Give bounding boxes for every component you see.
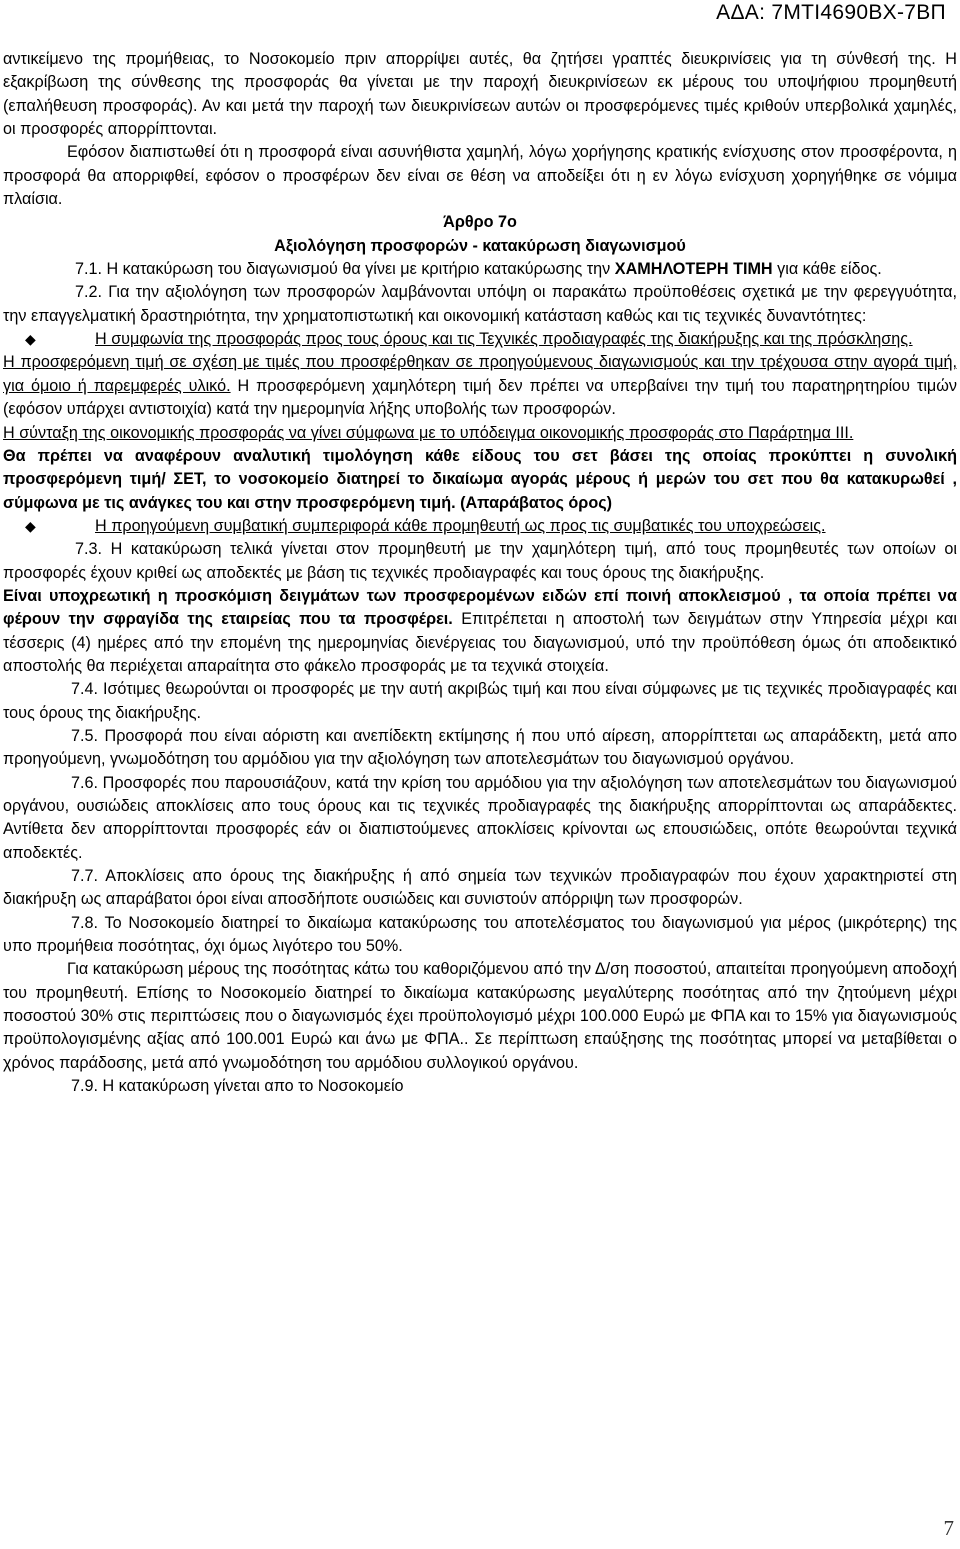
samples-mandatory-emphasis: Είναι υποχρεωτική η προσκόμιση δειγμάτων των προσφερομένων ειδών επί ποινή αποκλεισμού , τα οποία πρέπει να φέρουν την σφραγίδα της εταιρείας που τα προσφέρει.: [3, 586, 957, 629]
bullet-item-terms: [3, 328, 957, 351]
price-comparison-tail: Η προσφερόμενη χαμηλότερη τιμή δεν πρέπει να υπερβαίνει την τιμή του παρατηρητηρίου τιμών (εφόσον υπάρχει αντιστοιχία) κατά την ημερομηνία λήξης υποβολής των προσφορών.: [3, 376, 957, 419]
paragraph-7-8-continued: Για κατακύρωση μέρους της ποσότητας κάτω του καθοριζόμενου από την Δ/ση ποσοστού, απαιτείται προηγούμενη αποδοχή του προμηθευτή. Επίσης το Νοσοκομείο διατηρεί το δικαίωμα κατακύρωσης μεγαλύτερης ποσότητας από την ζητούμενη μέχρι ποσοστού 30% στις περιπτώσεις που ο διαγωνισμός έχει προϋπολογισμό μέχρι 100.000 Ευρώ με ΦΠΑ και το 15% για διαγωνισμούς προϋπολογισμένης αξίας από 100.001 Ευρώ και άνω με ΦΠΑ.. Σε περίπτωση επαύξησης της ποσότητας μπορεί να μεταβίθεται ο χρόνος παράδοσης, μετά από γνωμοδότηση του αρμόδιου συλλογικού οργάνου.: [3, 960, 957, 1072]
diamond-bullet-icon: ◆: [25, 517, 36, 534]
paragraph-7-9: 7.9. Η κατακύρωση γίνεται απο το Νοσοκομείο: [71, 1077, 404, 1096]
article-title: Αξιολόγηση προσφορών - κατακύρωση διαγωνισμού: [274, 236, 686, 255]
paragraph-itemized-pricing: Θα πρέπει να αναφέρουν αναλυτική τιμολόγηση κάθε είδους του σετ βάσει της οποίας προκύπτει η συνολική προσφερόμενη τιμή/ ΣΕΤ, το νοσοκομείο διατηρεί το δικαίωμα αγοράς μέρους ή μερών του σετ που θα κατακυρωθεί , σύμφωνα με τις ανάγκες του και στην προσφερόμενη τιμή. (Απαράβατος όρος): [3, 446, 957, 512]
paragraph-financial-offer-template: Η σύνταξη της οικονομικής προσφοράς να γίνει σύμφωνα με το υπόδειγμα οικονομικής προσφοράς στο Παράρτημα ΙΙΙ.: [3, 423, 854, 442]
page-number: 7: [943, 1516, 954, 1540]
paragraph-7-1-text: 7.1. Η κατακύρωση του διαγωνισμού θα γίνει με κριτήριο κατακύρωσης την: [75, 260, 615, 279]
paragraph-7-2: 7.2. Για την αξιολόγηση των προσφορών λαμβάνονται υπόψη οι παρακάτω προϋποθέσεις σχετικά με την φερεγγυότητα, την επαγγελματική δραστηριότητα, την χρηματοπιστωτική και οικονομική κατάσταση καθώς και τις τεχνικές δυναντότητες:: [3, 283, 957, 325]
bullet-item-terms-text: Η συμφωνία της προσφοράς προς τους όρους και τις Τεχνικές προδιαγραφές της διακήρυξης και της πρόσκλησης.: [95, 330, 913, 349]
paragraph-7-5: 7.5. Προσφορά που είναι αόριστη και ανεπίδεκτη εκτίμησης ή που υπό αίρεση, απορρίπτεται ως απαράδεκτη, μετά απο προηγούμενη, γνωμοδότηση του αρμόδιου για την αξιολόγηση των αποτελεσμάτων του διαγωνισμού οργάνου.: [3, 726, 957, 769]
paragraph-7-4: 7.4. Ισότιμες θεωρούνται οι προσφορές με την αυτή ακριβώς τιμή και που είναι σύμφωνες με τις τεχνικές προδιαγραφές και τους όρους της διακήρυξης.: [3, 680, 957, 722]
paragraph-price-comparison: [3, 351, 957, 421]
paragraph-7-8: 7.8. Το Νοσοκομείο διατηρεί το δικαίωμα κατακύρωσης του αποτελέσματος του διαγωνισμού για μέρος (μικρότερης) της υπο προμήθεια ποσότητας, όχι όμως λιγότερο του 50%.: [3, 913, 957, 956]
document-body: [3, 48, 957, 1098]
paragraph-state-aid: Εφόσον διαπιστωθεί ότι η προσφορά είναι ασυνήθιστα χαμηλή, λόγω χορήγησης κρατικής ενίσχυσης στον προσφέροντα, η προσφορά θα απορριφθεί, εφόσον ο προσφέρων δεν είναι σε θέση να αποδείξει ότι η εν λόγω ενίσχυση χορηγήθηκε σε νόμιμα πλαίσια.: [3, 143, 957, 209]
document-ada-id: ΑΔΑ: 7ΜΤΙ4690ΒΧ-7ΒΠ: [716, 1, 946, 24]
paragraph-7-3: 7.3. Η κατακύρωση τελικά γίνεται στον προμηθευτή με την χαμηλότερη τιμή, από τους προμηθευτές των οποίων οι προσφορές έχουν κριθεί ως αποδεκτές με βάση τις τεχνικές προδιαγραφές και τους όρους της διακήρυξης.: [3, 540, 957, 582]
paragraph-7-7: 7.7. Αποκλίσεις απο όρους της διακήρυξης ή από σημεία των τεχνικών προδιαγραφών που έχουν χαρακτηριστεί στη διακήρυξη ως απαράβατοι όροι είναι αποσδήποτε ουσιώδεις και συνιστούν απόρριψη των προσφορών.: [3, 867, 957, 909]
article-number: Άρθρο 7ο: [443, 213, 517, 232]
lowest-price-emphasis: ΧΑΜΗΛΟΤΕΡΗ ΤΙΜΗ: [614, 260, 773, 279]
samples-text: Επιτρέπεται η αποστολή των δειγμάτων στην Υπηρεσία μέχρι και τέσσερις (4) ημέρες από την επομένη της ημερομηνίας διενέργειας του διαγωνισμού, υπό την προϋπόθεση όμως ότι αποδεικτικό αποστολής θα περιέχεται απαραίτητα στο φάκελο προσφοράς με τα τεχνικά στοιχεία.: [3, 610, 957, 675]
paragraph-7-6: 7.6. Προσφορές που παρουσιάζουν, κατά την κρίση του αρμόδιου για την αξιολόγηση των αποτελεσμάτων του διαγωνισμού οργάνου, ουσιώδεις αποκλίσεις απο τους όρους και τις τεχνικές προδιαγραφές της διακήρυξης απορρίπτονται ως απαράδεκτες. Αντίθετα δεν απορρίπτονται προσφορές εάν οι διαπιστούμενες αποκλίσεις κρίνονται ως επουσιώδεις, οπότε θεωρούνται τεχνικά αποδεκτές.: [3, 773, 957, 862]
paragraph-clarifications: αντικείμενο της προμήθειας, το Νοσοκομείο πριν απορρίψει αυτές, θα ζητήσει γραπτές διευκρινίσεις για τη σύνθεσή της. Η εξακρίβωση της σύνθεσης της προσφοράς θα γίνεται με την παροχή διευκρινίσεων εκ μέρους του υποψήφιου προμηθευτή (επαλήθευση προσφοράς). Αν και μετά την παροχή των διευκρινίσεων αυτών οι προσφερόμενες τιμές κριθούν υπερβολικά χαμηλές, οι προσφορές απορρίπτονται.: [3, 50, 957, 139]
paragraph-samples: [3, 585, 957, 678]
paragraph-7-1-tail: για κάθε είδος.: [772, 260, 882, 279]
bullet-item-contract-behavior-text: Η προηγούμενη συμβατική συμπεριφορά κάθε προμηθευτή ως προς τις συμβατικές του υποχρεώσεις.: [95, 516, 826, 535]
bullet-item-contract-behavior: [3, 515, 957, 538]
diamond-bullet-icon: ◆: [25, 331, 36, 348]
paragraph-7-1: [3, 258, 957, 281]
price-comparison-underlined: Η προσφερόμενη τιμή σε σχέση με τιμές που προσφέρθηκαν σε προηγούμενους διαγωνισμούς και την τρέχουσα στην αγορά τιμή, για όμοιο ή παρεμφερές υλικό.: [3, 353, 957, 395]
